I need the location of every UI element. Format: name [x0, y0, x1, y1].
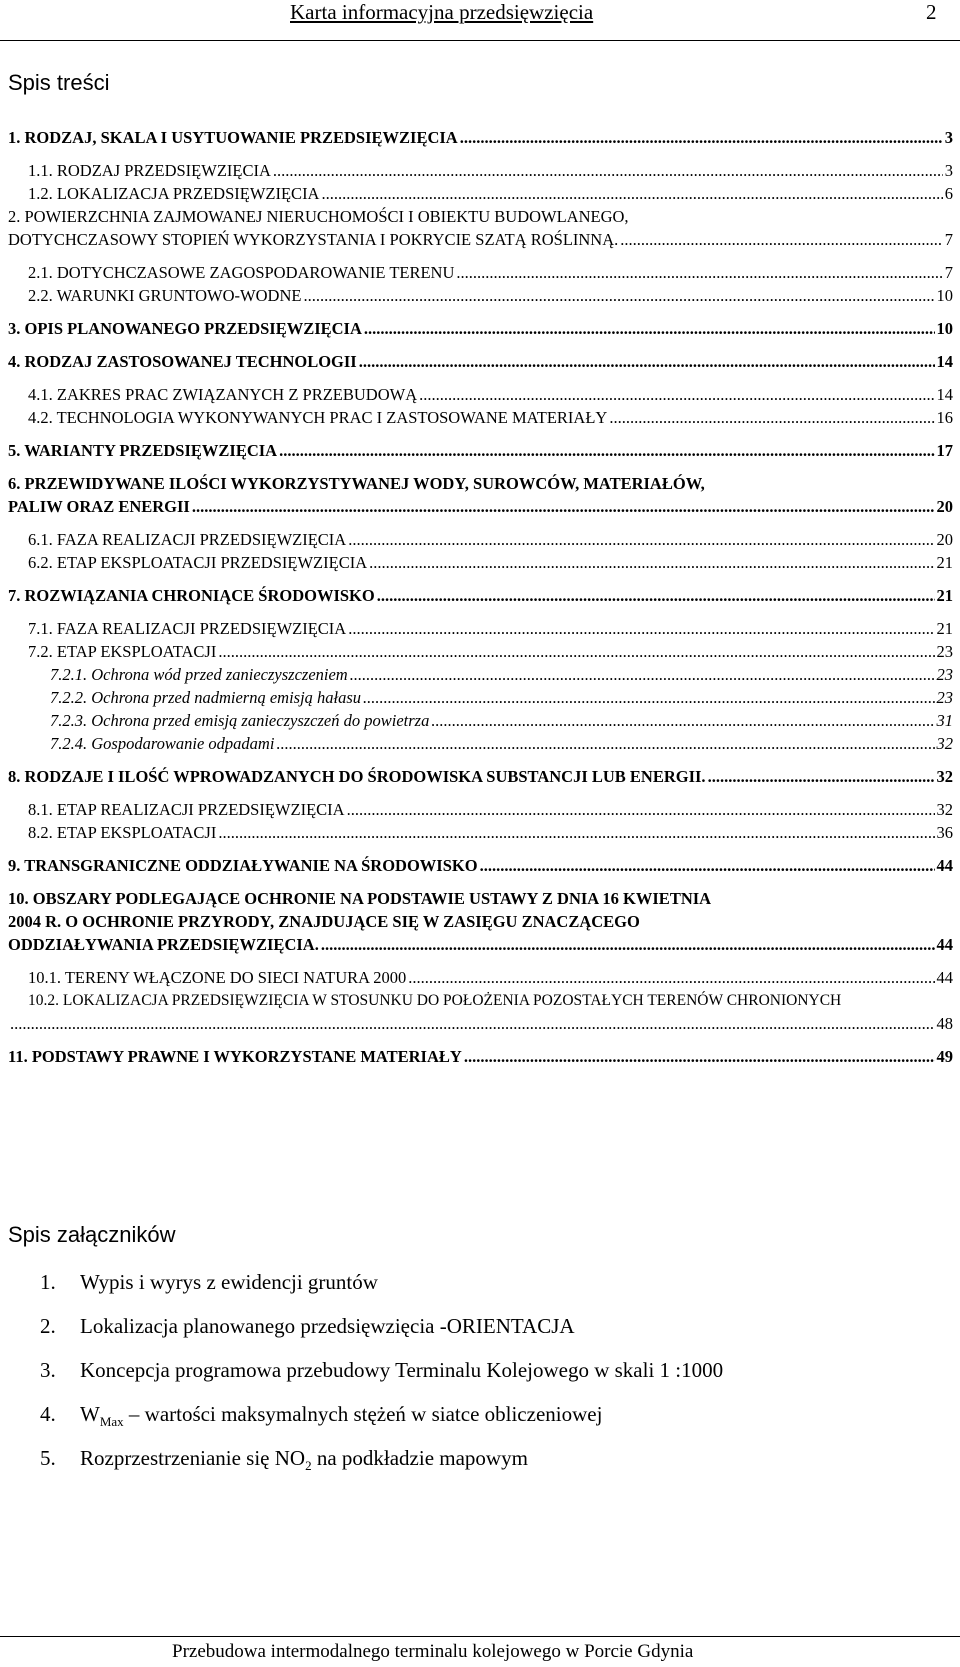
toc-title: Spis treści: [8, 70, 110, 95]
header-page-number: 2: [926, 0, 937, 24]
table-of-contents: [8, 126, 953, 1068]
toc-entry[interactable]: 7.2. ETAP EKSPLOATACJI ..... 23: [8, 640, 953, 663]
toc-entry[interactable]: 4.1. ZAKRES PRAC ZWIĄZANYCH Z PRZEBUDOWĄ ..... 14: [8, 383, 953, 406]
toc-entry[interactable]: 7.2.1. Ochrona wód przed zanieczyszczeniem ..... 23: [8, 663, 953, 686]
header-title: Karta informacyjna przedsięwzięcia: [290, 0, 594, 24]
toc-entry[interactable]: 7.1. FAZA REALIZACJI PRZEDSIĘWZIĘCIA ..... 21: [8, 617, 953, 640]
toc-entry[interactable]: 6.2. ETAP EKSPLOATACJI PRZEDSIĘWZIĘCIA ..... 21: [8, 551, 953, 574]
toc-entry[interactable]: 8. RODZAJE I ILOŚĆ WPROWADZANYCH DO ŚRODOWISKA SUBSTANCJI LUB ENERGII. ..... 32: [8, 765, 953, 788]
toc-entry[interactable]: 6. PRZEWIDYWANE ILOŚCI WYKORZYSTYWANEJ WODY, SUROWCÓW, MATERIAŁÓW, PALIW ORAZ ENERGII ..... 20: [8, 472, 953, 518]
toc-entry[interactable]: 1. RODZAJ, SKALA I USYTUOWANIE PRZEDSIĘWZIĘCIA ..... 3: [8, 126, 953, 149]
list-item[interactable]: 3. Koncepcja programowa przebudowy Terminalu Kolejowego w skali 1 :1000: [40, 1358, 724, 1382]
page-footer: [0, 1636, 960, 1667]
toc-entry[interactable]: 11. PODSTAWY PRAWNE I WYKORZYSTANE MATERIAŁY ..... 49: [8, 1045, 953, 1068]
toc-entry[interactable]: 1.2. LOKALIZACJA PRZEDSIĘWZIĘCIA ..... 6: [8, 182, 953, 205]
toc-entry[interactable]: 2.1. DOTYCHCZASOWE ZAGOSPODAROWANIE TERENU ..... 7: [8, 261, 953, 284]
toc-entry[interactable]: 2.2. WARUNKI GRUNTOWO-WODNE ..... 10: [8, 284, 953, 307]
toc-entry[interactable]: 10. OBSZARY PODLEGAJĄCE OCHRONIE NA PODSTAWIE USTAWY Z DNIA 16 KWIETNIA 2004 R. O OCHRONIE PRZYRODY, ZNAJDUJĄCE SIĘ W ZASIĘGU ZNACZĄCEGO ODDZIAŁYWANIA PRZEDSIĘWZIĘCIA. ..... 44: [8, 887, 953, 956]
toc-entry[interactable]: 7.2.2. Ochrona przed nadmierną emisją hałasu ..... 23: [8, 686, 953, 709]
page-header: [0, 0, 960, 41]
list-item[interactable]: 2. Lokalizacja planowanego przedsięwzięcia -ORIENTACJA: [40, 1314, 575, 1338]
toc-entry[interactable]: 6.1. FAZA REALIZACJI PRZEDSIĘWZIĘCIA ..... 20: [8, 528, 953, 551]
attachments-list: [40, 1260, 920, 1480]
toc-entry[interactable]: 7.2.3. Ochrona przed emisją zanieczyszczeń do powietrza ..... 31: [8, 709, 953, 732]
toc-entry[interactable]: 1.1. RODZAJ PRZEDSIĘWZIĘCIA ..... 3: [8, 159, 953, 182]
list-item[interactable]: 4. $W_{Max}$ – wartości maksymalnych stężeń w siatce obliczeniowej: [40, 1402, 603, 1430]
toc-entry[interactable]: 2. POWIERZCHNIA ZAJMOWANEJ NIERUCHOMOŚCI I OBIEKTU BUDOWLANEGO, DOTYCHCZASOWY STOPIEŃ WYKORZYSTANIA I POKRYCIE SZATĄ ROŚLINNĄ. ..... 7: [8, 205, 953, 251]
attachments-title: Spis załączników: [8, 1222, 176, 1247]
toc-entry[interactable]: 4. RODZAJ ZASTOSOWANEJ TECHNOLOGII ..... 14: [8, 350, 953, 373]
toc-entry[interactable]: 10.2. LOKALIZACJA PRZEDSIĘWZIĘCIA W STOSUNKU DO POŁOŻENIA POZOSTAŁYCH TERENÓW CHRONIONYCH ..... 48: [8, 989, 953, 1035]
footer-text: Przebudowa intermodalnego terminalu kolejowego w Porcie Gdynia: [172, 1641, 694, 1662]
toc-entry[interactable]: 8.1. ETAP REALIZACJI PRZEDSIĘWZIĘCIA ..... 32: [8, 798, 953, 821]
list-item[interactable]: 1. Wypis i wyrys z ewidencji gruntów: [40, 1270, 378, 1294]
toc-entry[interactable]: 5. WARIANTY PRZEDSIĘWZIĘCIA ..... 17: [8, 439, 953, 462]
toc-entry[interactable]: 4.2. TECHNOLOGIA WYKONYWANYCH PRAC I ZASTOSOWANE MATERIAŁY ..... 16: [8, 406, 953, 429]
toc-entry[interactable]: 10.1. TERENY WŁĄCZONE DO SIECI NATURA 2000 ..... 44: [8, 966, 953, 989]
toc-entry[interactable]: 9. TRANSGRANICZNE ODDZIAŁYWANIE NA ŚRODOWISKO ..... 44: [8, 854, 953, 877]
toc-entry[interactable]: 7. ROZWIĄZANIA CHRONIĄCE ŚRODOWISKO ..... 21: [8, 584, 953, 607]
toc-entry[interactable]: 3. OPIS PLANOWANEGO PRZEDSIĘWZIĘCIA ..... 10: [8, 317, 953, 340]
list-item[interactable]: 5. Rozprzestrzenianie się $NO_2$ na podkładzie mapowym: [40, 1446, 528, 1474]
toc-entry[interactable]: 8.2. ETAP EKSPLOATACJI ..... 36: [8, 821, 953, 844]
toc-entry[interactable]: 7.2.4. Gospodarowanie odpadami ..... 32: [8, 732, 953, 755]
